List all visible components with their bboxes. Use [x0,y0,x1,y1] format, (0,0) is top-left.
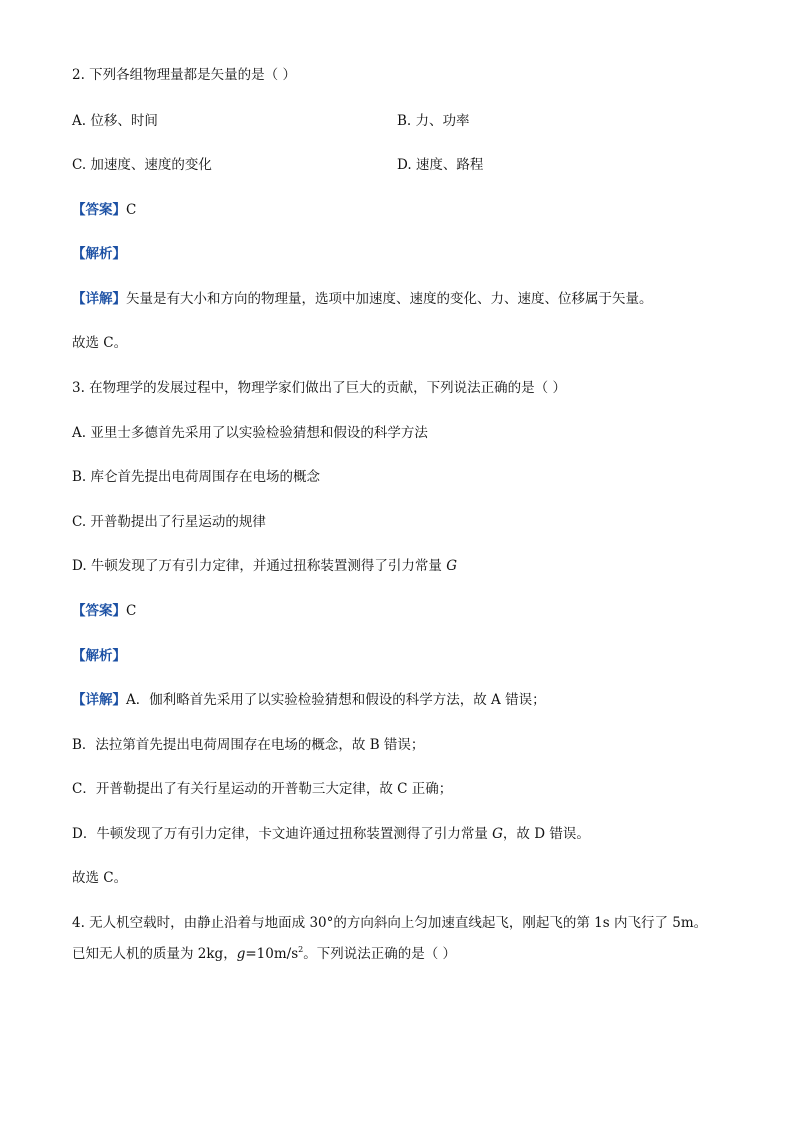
gravity-value: =10m/s [245,946,299,962]
option-d-text: D. 牛顿发现了万有引力定律，并通过扭称装置测得了引力常量 [72,558,447,574]
gravity-symbol: g [236,946,246,962]
answer-tag: 【答案】 [72,202,126,218]
gravitational-constant-symbol: G [446,558,458,574]
q3-option-b: B. 库仑首先提出电荷周围存在电场的概念 [72,469,321,485]
answer-value: C [126,202,137,218]
q2-option-c: C. 加速度、速度的变化 [72,157,212,173]
q2-detail [72,290,653,308]
q3-detail-a [72,691,546,709]
q2-option-b: B. 力、功率 [397,113,470,129]
gravitational-constant-symbol: G [492,826,503,842]
detail-d-text: D．牛顿发现了万有引力定律，卡文迪许通过扭称装置测得了引力常量 [72,826,493,842]
q4-mass-text: 已知无人机的质量为 2kg， [72,946,237,962]
detail-a-text: A．伽利略首先采用了以实验检验猜想和假设的科学方法，故 A 错误； [126,692,546,708]
q4-stem-line1: 4. 无人机空载时，由静止沿着与地面成 30°的方向斜向上匀加速直线起飞，刚起飞的第 1s 内飞行了 5m。 [72,915,708,931]
q3-option-a: A. 亚里士多德首先采用了以实验检验猜想和假设的科学方法 [72,425,428,441]
q4-stem-line2 [72,945,456,963]
answer-value: C [126,603,137,619]
detail-text: 矢量是有大小和方向的物理量，选项中加速度、速度的变化、力、速度、位移属于矢量。 [126,291,653,307]
analysis-tag: 【解析】 [72,246,126,262]
q3-detail-b: B．法拉第首先提出电荷周围存在电场的概念，故 B 错误； [72,737,425,753]
q3-analysis [72,647,126,665]
detail-tag: 【详解】 [72,692,126,708]
q3-option-c: C. 开普勒提出了行星运动的规律 [72,514,266,530]
q2-option-a: A. 位移、时间 [72,113,158,129]
gravity-exponent: 2 [298,944,304,954]
q3-stem: 3. 在物理学的发展过程中，物理学家们做出了巨大的贡献，下列说法正确的是（ ） [72,380,566,396]
detail-tag: 【详解】 [72,291,126,307]
q3-answer [72,602,136,620]
q4-question-tail: 。下列说法正确的是（ ） [303,946,457,962]
q2-conclusion: 故选 C。 [72,335,128,351]
q3-conclusion: 故选 C。 [72,870,128,886]
q3-option-d [72,557,457,575]
analysis-tag: 【解析】 [72,648,126,664]
answer-tag: 【答案】 [72,603,126,619]
q2-option-d: D. 速度、路程 [397,157,484,173]
q3-detail-d [72,825,590,843]
q2-stem: 2. 下列各组物理量都是矢量的是（ ） [72,67,296,83]
q3-detail-c: C．开普勒提出了有关行星运动的开普勒三大定律，故 C 正确； [72,781,453,797]
detail-d-tail: ，故 D 错误。 [502,826,590,842]
q2-analysis [72,245,126,263]
q2-answer [72,201,136,219]
